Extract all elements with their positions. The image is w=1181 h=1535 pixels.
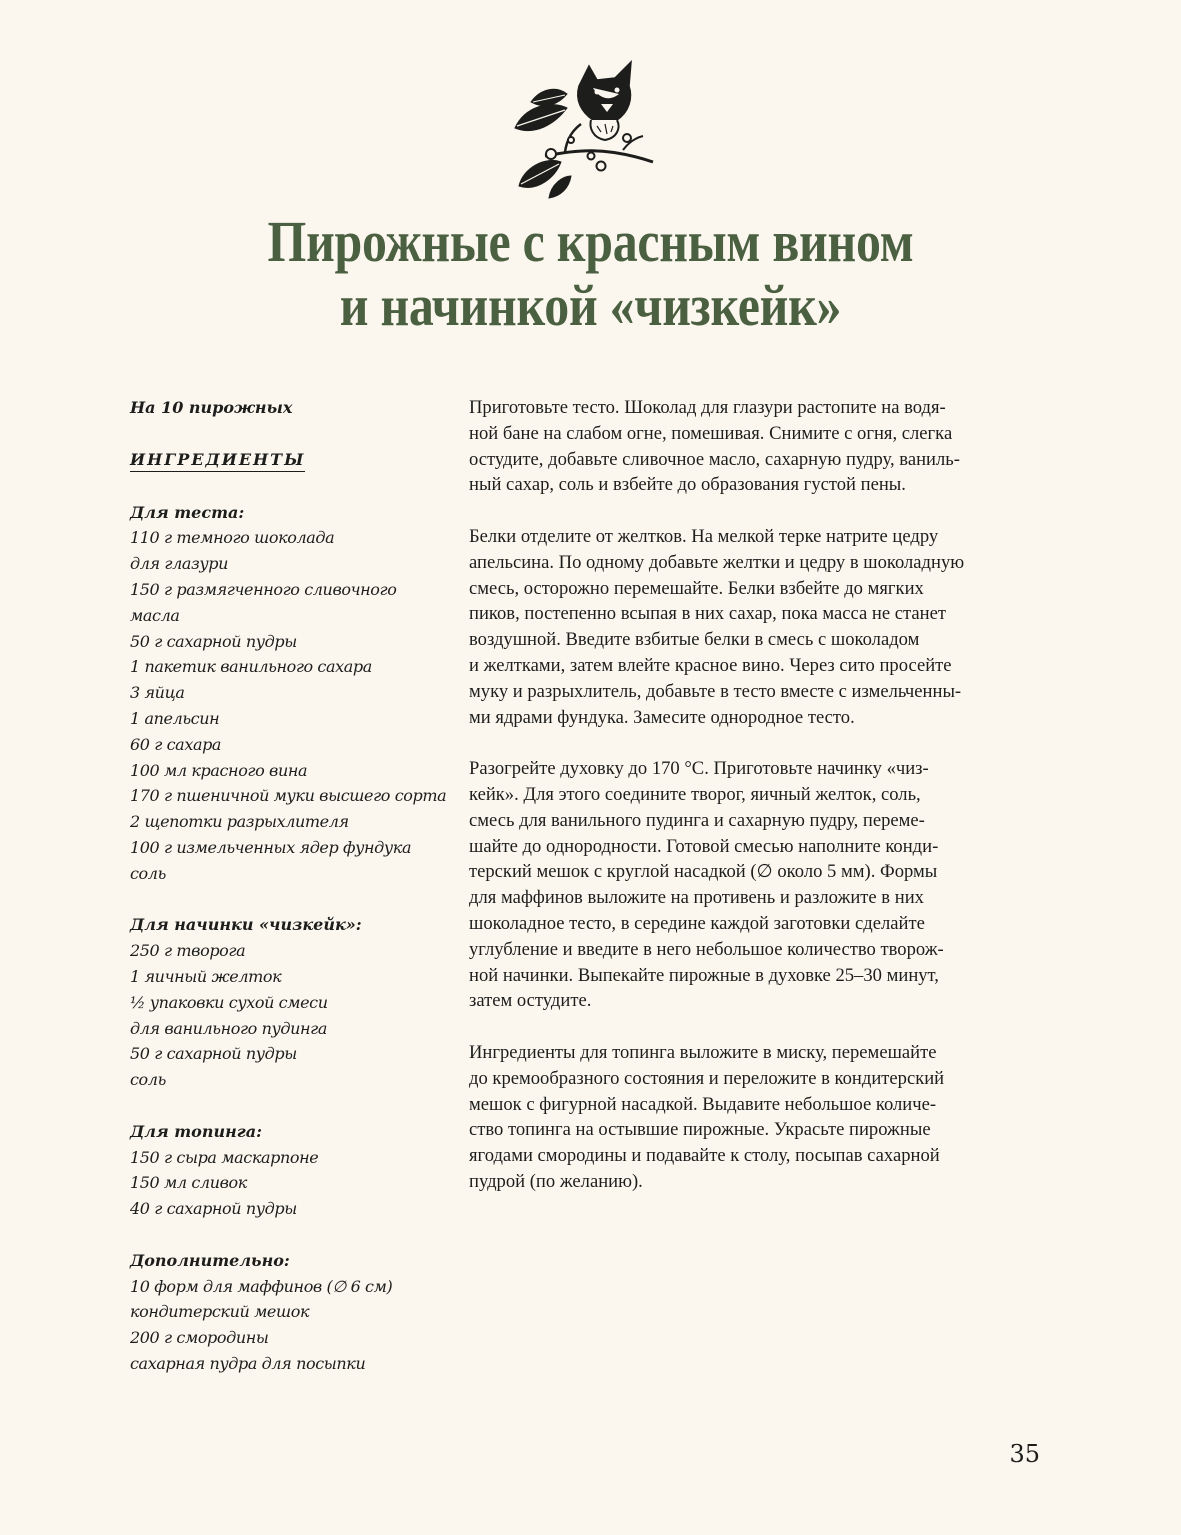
ingredient-section <box>130 912 450 1093</box>
ingredient-section-title: Для топинга: <box>130 1121 263 1141</box>
ingredient-line: 150 г размягченного сливочного <box>130 579 397 599</box>
ingredient-section <box>130 1248 450 1377</box>
ingredient-line: 1 яичный желток <box>130 966 282 986</box>
ingredient-line: соль <box>130 1070 166 1090</box>
ingredient-line: для ванильного пудинга <box>130 1018 327 1038</box>
instruction-line: ной бане на слабом огне, помешивая. Снимите с огня, слегка <box>469 422 953 444</box>
instruction-line: ство топинга на остывшие пирожные. Украсьте пирожные <box>469 1119 931 1141</box>
instruction-line: затем остудите. <box>469 990 592 1012</box>
ingredient-line: сахарная пудра для посыпки <box>130 1353 366 1373</box>
ingredient-line: 150 мл сливок <box>130 1173 247 1193</box>
ingredient-line: 200 г смородины <box>130 1328 269 1348</box>
instruction-line: ягодами смородины и подавайте к столу, посыпав сахарной <box>469 1145 940 1167</box>
ingredient-line: 1 пакетик ванильного сахара <box>130 657 372 677</box>
ingredient-line: 150 г сыра маскарпоне <box>130 1147 319 1167</box>
ingredient-line: 100 г измельченных ядер фундука <box>130 837 412 857</box>
ingredient-line: 40 г сахарной пудры <box>130 1199 297 1219</box>
instruction-line: ной начинки. Выпекайте пирожные в духовке 25–30 минут, <box>469 964 939 986</box>
ingredient-line: 10 форм для маффинов (∅ 6 см) <box>130 1276 393 1296</box>
ingredient-line: 3 яйца <box>130 683 185 703</box>
instruction-paragraphs <box>469 395 1041 1195</box>
ingredient-line: 100 мл красного вина <box>130 760 308 780</box>
instruction-paragraph <box>469 395 1041 498</box>
instruction-line: ми ядрами фундука. Замесите однородное тесто. <box>469 706 855 728</box>
ingredient-line: 250 г творога <box>130 941 246 961</box>
ingredient-line: кондитерский мешок <box>130 1302 310 1322</box>
instruction-line: Ингредиенты для топинга выложите в миску, перемешайте <box>469 1041 937 1063</box>
ingredient-line: 1 апельсин <box>130 708 220 728</box>
instruction-paragraph <box>469 524 1041 730</box>
ingredient-section-title: Дополнительно: <box>130 1250 290 1270</box>
ingredients-header: ИНГРЕДИЕНТЫ <box>130 449 305 472</box>
instruction-line: Белки отделите от желтков. На мелкой терке натрите цедру <box>469 525 939 547</box>
instruction-line: до кремообразного состояния и переложите в кондитерский <box>469 1067 945 1089</box>
instruction-line: смесь для ванильного пудинга и сахарную пудру, переме- <box>469 809 925 831</box>
ingredient-section-title: Для начинки «чизкейк»: <box>130 915 362 935</box>
instruction-line: апельсина. По одному добавьте желтки и цедру в шоколадную <box>469 551 965 573</box>
instruction-line: Разогрейте духовку до 170 °С. Приготовьте начинку «чиз- <box>469 758 929 780</box>
instruction-paragraph <box>469 1040 1041 1195</box>
ingredient-line: для глазури <box>130 554 228 574</box>
instruction-line: воздушной. Введите взбитые белки в смесь с шоколадом <box>469 629 920 651</box>
ingredient-sections <box>130 500 450 1377</box>
title-line-1: Пирожные с красным вином <box>267 209 914 274</box>
instruction-line: остудите, добавьте сливочное масло, сахарную пудру, ваниль- <box>469 448 960 470</box>
recipe-title <box>83 210 1099 338</box>
instruction-line: кейк». Для этого соедините творог, яичный желток, соль, <box>469 783 921 805</box>
instruction-line: ный сахар, соль и взбейте до образования густой пены. <box>469 474 906 496</box>
ingredient-line: 2 щепотки разрыхлителя <box>130 812 349 832</box>
instruction-line: пиков, постепенно всыпая в них сахар, пока масса не станет <box>469 603 946 625</box>
instruction-line: шайте до однородности. Готовой смесью наполните конди- <box>469 835 939 857</box>
ingredient-section <box>130 500 450 887</box>
ingredient-line: масла <box>130 605 180 625</box>
instruction-line: шоколадное тесто, в середине каждой заготовки сделайте <box>469 912 925 934</box>
instruction-line: Приготовьте тесто. Шоколад для глазури растопите на водя- <box>469 397 946 418</box>
title-line-2: и начинкой «чизкейк» <box>339 273 842 338</box>
instruction-line: смесь, осторожно перемешайте. Белки взбейте до мягких <box>469 577 924 599</box>
ingredient-section <box>130 1119 450 1222</box>
instruction-line: терский мешок с круглой насадкой (∅ около 5 мм). Формы <box>469 861 938 883</box>
instruction-line: пудрой (по желанию). <box>469 1170 643 1192</box>
ingredient-line: ½ упаковки сухой смеси <box>130 992 328 1012</box>
page-number: 35 <box>1009 1440 1040 1468</box>
instruction-line: мешок с фигурной насадкой. Выдавите небольшое количе- <box>469 1093 937 1115</box>
ingredient-line: соль <box>130 863 166 883</box>
fox-on-branch-illustration <box>505 58 665 200</box>
ingredient-section-title: Для теста: <box>130 502 245 522</box>
ingredient-line: 110 г темного шоколада <box>130 528 335 548</box>
instruction-line: углубление и введите в него небольшое количество творож- <box>469 938 944 960</box>
ingredient-line: 50 г сахарной пудры <box>130 1044 297 1064</box>
ingredient-line: 60 г сахара <box>130 734 222 754</box>
instructions-column <box>469 395 1041 1221</box>
instruction-line: для маффинов выложите на противень и разложите в них <box>469 887 924 909</box>
ingredients-column <box>130 395 450 1402</box>
servings-yield: На 10 пирожных <box>130 398 293 417</box>
instruction-paragraph <box>469 756 1041 1014</box>
ingredient-line: 170 г пшеничной муки высшего сорта <box>130 786 447 806</box>
instruction-line: и желтками, затем влейте красное вино. Через сито просейте <box>469 654 952 676</box>
ingredient-line: 50 г сахарной пудры <box>130 631 297 651</box>
instruction-line: муку и разрыхлитель, добавьте в тесто вместе с измельченны- <box>469 680 962 702</box>
